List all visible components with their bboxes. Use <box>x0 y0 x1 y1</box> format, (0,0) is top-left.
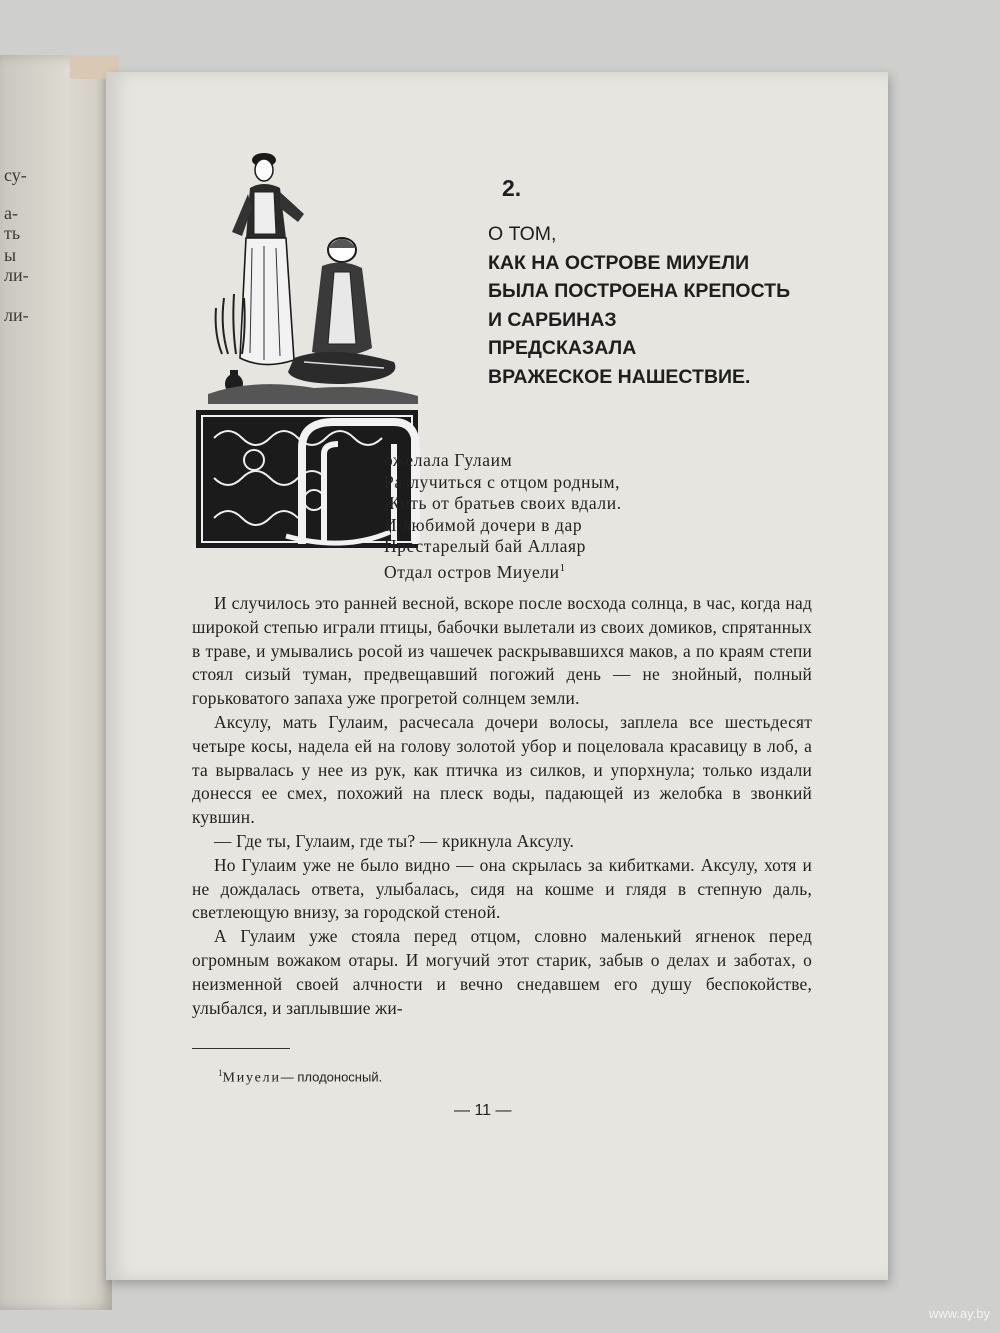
left-page-fragment: ть <box>4 223 21 243</box>
chapter-title-line: И САРБИНАЗ <box>488 308 617 331</box>
footnote-definition: — плодоносный. <box>280 1069 383 1085</box>
paragraph: Аксулу, мать Гулаим, расчесала дочери волосы, заплела все шестьдесят четыре косы, надела ей на голову золотой убор и поцеловала красавицу в лоб, а та вырвалась у нее из рук, как птичка из силков, и упорхнула; только издали донесся ее смех, похожий на плеск воды, падающей из желобка в звонкий кувшин. <box>192 711 812 828</box>
chapter-title-line: ВРАЖЕСКОЕ НАШЕСТВИЕ. <box>488 365 751 388</box>
left-page-fragment: ли- <box>4 305 29 325</box>
verse-stanza <box>384 450 622 583</box>
footnote-divider <box>192 1048 290 1049</box>
footnote-reference: 1 <box>559 561 566 574</box>
chapter-title <box>488 220 818 391</box>
verse-line: Разлучиться с отцом родным, <box>384 471 621 492</box>
left-page-fragment: ы <box>4 245 17 265</box>
verse-line: Престарелый бай Аллаяр <box>384 536 587 556</box>
verse-line-last <box>384 558 622 583</box>
chapter-title-line: О ТОМ, <box>488 223 557 245</box>
page-number: — 11 — <box>454 1102 512 1119</box>
paragraph: А Гулаим уже стояла перед отцом, словно маленький ягненок перед огромным вожаком отары. И могучий этот старик, забыв о делах и заботах, о неизменной своей алчности и вечно снедавшем его душу беспокойстве, улыбался, и заплывшие жи- <box>192 926 812 1018</box>
paragraph: И случилось это ранней весной, вскоре после восхода солнца, в час, когда над широкой степью играли птицы, бабочки вылетали из своих домиков, спрятанных в траве, и умывались росой из чашечек раскрывавшихся маков, а по краям степи стоял сизый туман, предвещавший погожий день — не знойный, полный горьковатого запаха уже прогретой солнцем земли. <box>192 593 812 709</box>
verse-line: ожелала Гулаим <box>384 450 513 470</box>
paragraph: Но Гулаим уже не было видно — она скрылась за кибитками. Аксулу, хотя и не дождалась ответа, улыбалась, сидя на кошме и глядя в степную даль, светлеющую внизу, за городской стеной. <box>192 854 812 923</box>
left-page-fragment: а- <box>4 203 18 223</box>
left-page <box>0 55 112 1310</box>
verse-line: Отдал остров Миуели <box>384 561 560 582</box>
prose-body <box>192 592 812 1020</box>
watermark: www.ay.by <box>928 1306 990 1321</box>
paragraph: — Где ты, Гулаим, где ты? — крикнула Аксулу. <box>214 830 575 851</box>
chapter-number: 2. <box>502 175 522 201</box>
left-page-fragment: ли- <box>4 265 29 285</box>
verse-line: И любимой дочери в дар <box>384 514 583 535</box>
footnote-marker: 1 <box>218 1068 223 1078</box>
footnote <box>218 1068 382 1087</box>
chapter-title-line: БЫЛА ПОСТРОЕНА КРЕПОСТЬ <box>488 280 791 302</box>
verse-line: Жить от братьев своих вдали. <box>384 493 622 513</box>
chapter-title-line: ПРЕДСКАЗАЛА <box>488 337 637 359</box>
left-page-fragment: су- <box>4 165 27 185</box>
book-page <box>106 72 888 1280</box>
footnote-term: Миуели <box>222 1070 281 1086</box>
chapter-title-line: КАК НА ОСТРОВЕ МИУЕЛИ <box>488 251 750 274</box>
